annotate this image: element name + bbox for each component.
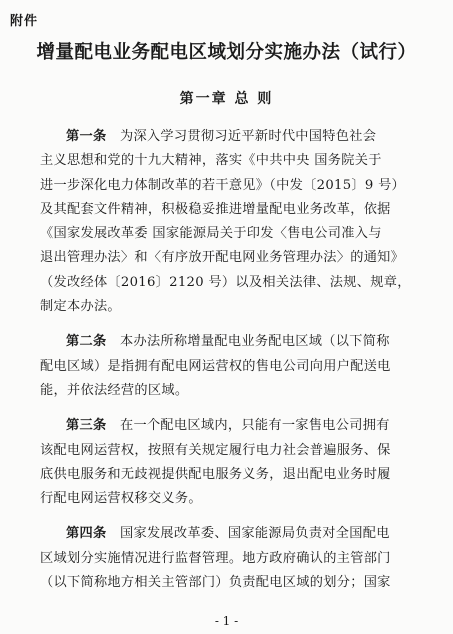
paragraph-line: 主义思想和党的十九大精神，落实《中共中央 国务院关于: [40, 153, 382, 169]
paragraph-line: 区域划分实施情况进行监督管理。地方政府确认的主管部门: [40, 550, 391, 566]
article-text: 国家发展改革委、国家能源局负责对全国配电: [119, 526, 390, 542]
paragraph-line: [40, 125, 420, 149]
article-text: 为深入学习贯彻习近平新时代中国特色社会: [119, 129, 377, 144]
document-title: 增量配电业务配电区域划分实施办法（试行）: [36, 42, 417, 63]
paragraph-line: 制定本办法。: [40, 299, 121, 315]
article-paragraph: [40, 522, 420, 595]
paragraph-line: 《国家发展改革委 国家能源局关于印发〈售电公司准入与: [40, 226, 382, 242]
paragraph-line: （发改经体〔2016〕2120 号）以及相关法律、法规、规章，: [40, 274, 411, 290]
chapter-heading: 第一章 总 则: [179, 91, 274, 107]
paragraph-line: 行配电网运营权移交义务。: [40, 491, 202, 507]
paragraph-line: 及其配套文件精神，积极稳妥推进增量配电业务改革，依据: [40, 201, 391, 217]
paragraph-line: （以下简称地方相关主管部门）负责配电区域的划分；国家: [40, 575, 391, 591]
article-label: 第四条: [66, 526, 107, 542]
paragraph-line: 退出管理办法〉和〈有序放开配电网业务管理办法〉的通知》: [40, 250, 405, 266]
paragraph-line: [40, 414, 420, 438]
article-text: 在一个配电区域内，只能有一家售电公司拥有: [119, 418, 390, 434]
article-text: 本办法所称增量配电业务配电区域（以下简称: [119, 334, 390, 350]
article-label: 第二条: [66, 334, 107, 350]
article-paragraph: [40, 125, 420, 319]
article-label: 第一条: [66, 129, 107, 144]
attachment-label: 附件: [10, 14, 39, 29]
document-body: [40, 125, 420, 595]
paragraph-line: 能，并依法经营的区域。: [40, 382, 189, 398]
paragraph-line: 该配电网运营权，按照有关规定履行电力社会普遍服务、保: [40, 442, 391, 458]
paragraph-line: 底供电服务和无歧视提供配电服务义务，退出配电业务时履: [40, 466, 391, 482]
paragraph-line: 配电区域）是指拥有配电网运营权的售电公司向用户配送电: [40, 358, 391, 374]
paragraph-line: 进一步深化电力体制改革的若干意见》（中发〔2015〕9 号）: [40, 177, 406, 193]
article-label: 第三条: [66, 418, 107, 434]
page-number: - 1 -: [214, 614, 239, 628]
article-paragraph: [40, 330, 420, 403]
paragraph-line: [40, 522, 420, 546]
article-paragraph: [40, 414, 420, 511]
paragraph-line: [40, 330, 420, 354]
